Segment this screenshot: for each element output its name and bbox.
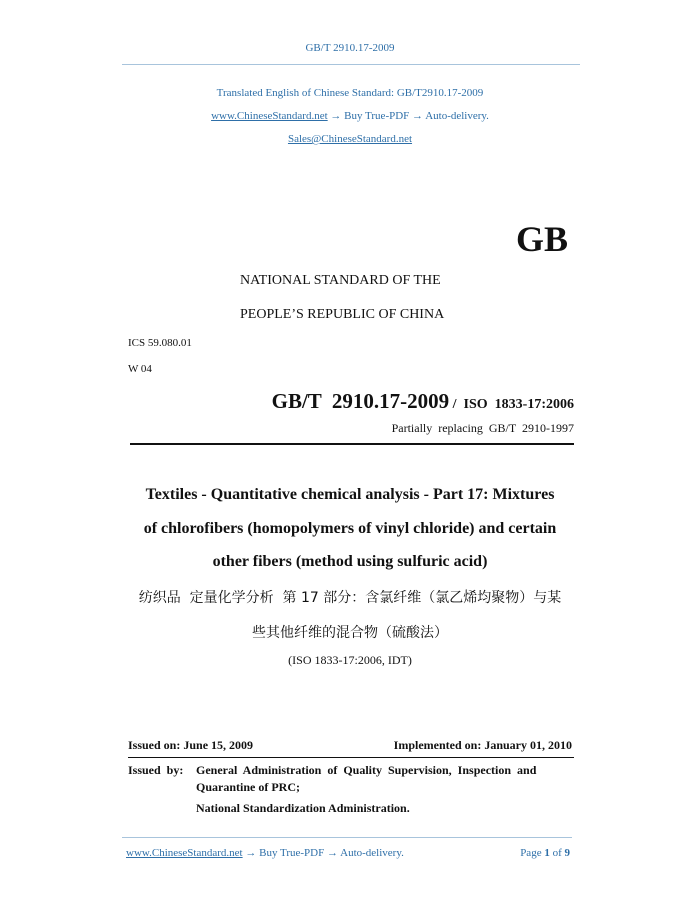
running-head: GB/T 2910.17-2009: [305, 42, 395, 54]
footer-site-link[interactable]: www.ChineseStandard.net: [126, 847, 243, 859]
gb-logo: GB: [516, 219, 569, 259]
page-current: 1: [544, 847, 550, 859]
title-en-line-2: of chlorofibers (homopolymers of vinyl chloride) and certain: [143, 520, 557, 537]
page-total: 9: [564, 847, 570, 859]
issued-by-org-1: General Administration of Quality Supervision, Inspection and: [196, 763, 537, 777]
title-en-line-1: Textiles - Quantitative chemical analysis - Part 17: Mixtures: [145, 486, 555, 503]
site-link[interactable]: www.ChineseStandard.net: [211, 110, 328, 122]
standard-number-line: [272, 389, 574, 414]
issued-by-label: Issued by:: [128, 763, 184, 777]
page-indicator: [520, 847, 570, 859]
classification-code: W 04: [128, 363, 152, 375]
standard-number: GB/T 2910.17-2009: [271, 389, 450, 413]
ics-code: ICS 59.080.01: [128, 337, 192, 349]
promo-links-line: [0, 110, 700, 122]
arrow-icon: →: [412, 110, 424, 122]
title-en-line-3: other fibers (method using sulfuric acid): [212, 553, 488, 570]
of-label: of: [552, 847, 562, 859]
title-zh-line-2: 些其他纤维的混合物（硫酸法）: [252, 625, 448, 641]
footer-links: [126, 847, 404, 859]
issued-by-org-2: National Standardization Administration.: [196, 801, 410, 815]
number-separator: /: [452, 397, 457, 412]
dates-divider: [128, 757, 574, 758]
arrow-icon: →: [326, 847, 338, 859]
national-standard-line-2: PEOPLE’S REPUBLIC OF CHINA: [240, 307, 445, 322]
national-standard-line-1: NATIONAL STANDARD OF THE: [240, 273, 441, 288]
footer-auto-delivery-text: Auto-delivery.: [340, 847, 404, 859]
title-zh-line-1: 纺织品 定量化学分析 第 17 部分：含氯纤维（氯乙烯均聚物）与某: [138, 590, 562, 606]
iso-number: ISO 1833-17:2006: [463, 397, 574, 412]
page-label: Page: [520, 847, 542, 859]
title-divider: [130, 443, 574, 445]
idt-note: (ISO 1833-17:2006, IDT): [288, 653, 412, 667]
promo-translation-line: Translated English of Chinese Standard: GB/T2910.17-2009: [216, 87, 484, 99]
implemented-on: Implemented on: January 01, 2010: [393, 738, 572, 752]
buy-pdf-text: Buy True-PDF: [344, 110, 410, 122]
arrow-icon: →: [245, 847, 257, 859]
issued-on: Issued on: June 15, 2009: [128, 738, 254, 752]
header-divider: [122, 64, 580, 65]
sales-email-link[interactable]: Sales@ChineseStandard.net: [287, 133, 413, 145]
replacing-note: Partially replacing GB/T 2910-1997: [391, 421, 574, 435]
footer-buy-pdf-text: Buy True-PDF: [259, 847, 325, 859]
footer-divider: [122, 837, 572, 838]
auto-delivery-text: Auto-delivery.: [425, 110, 489, 122]
issued-by-org-1-cont: Quarantine of PRC;: [196, 780, 300, 794]
arrow-icon: →: [330, 110, 342, 122]
